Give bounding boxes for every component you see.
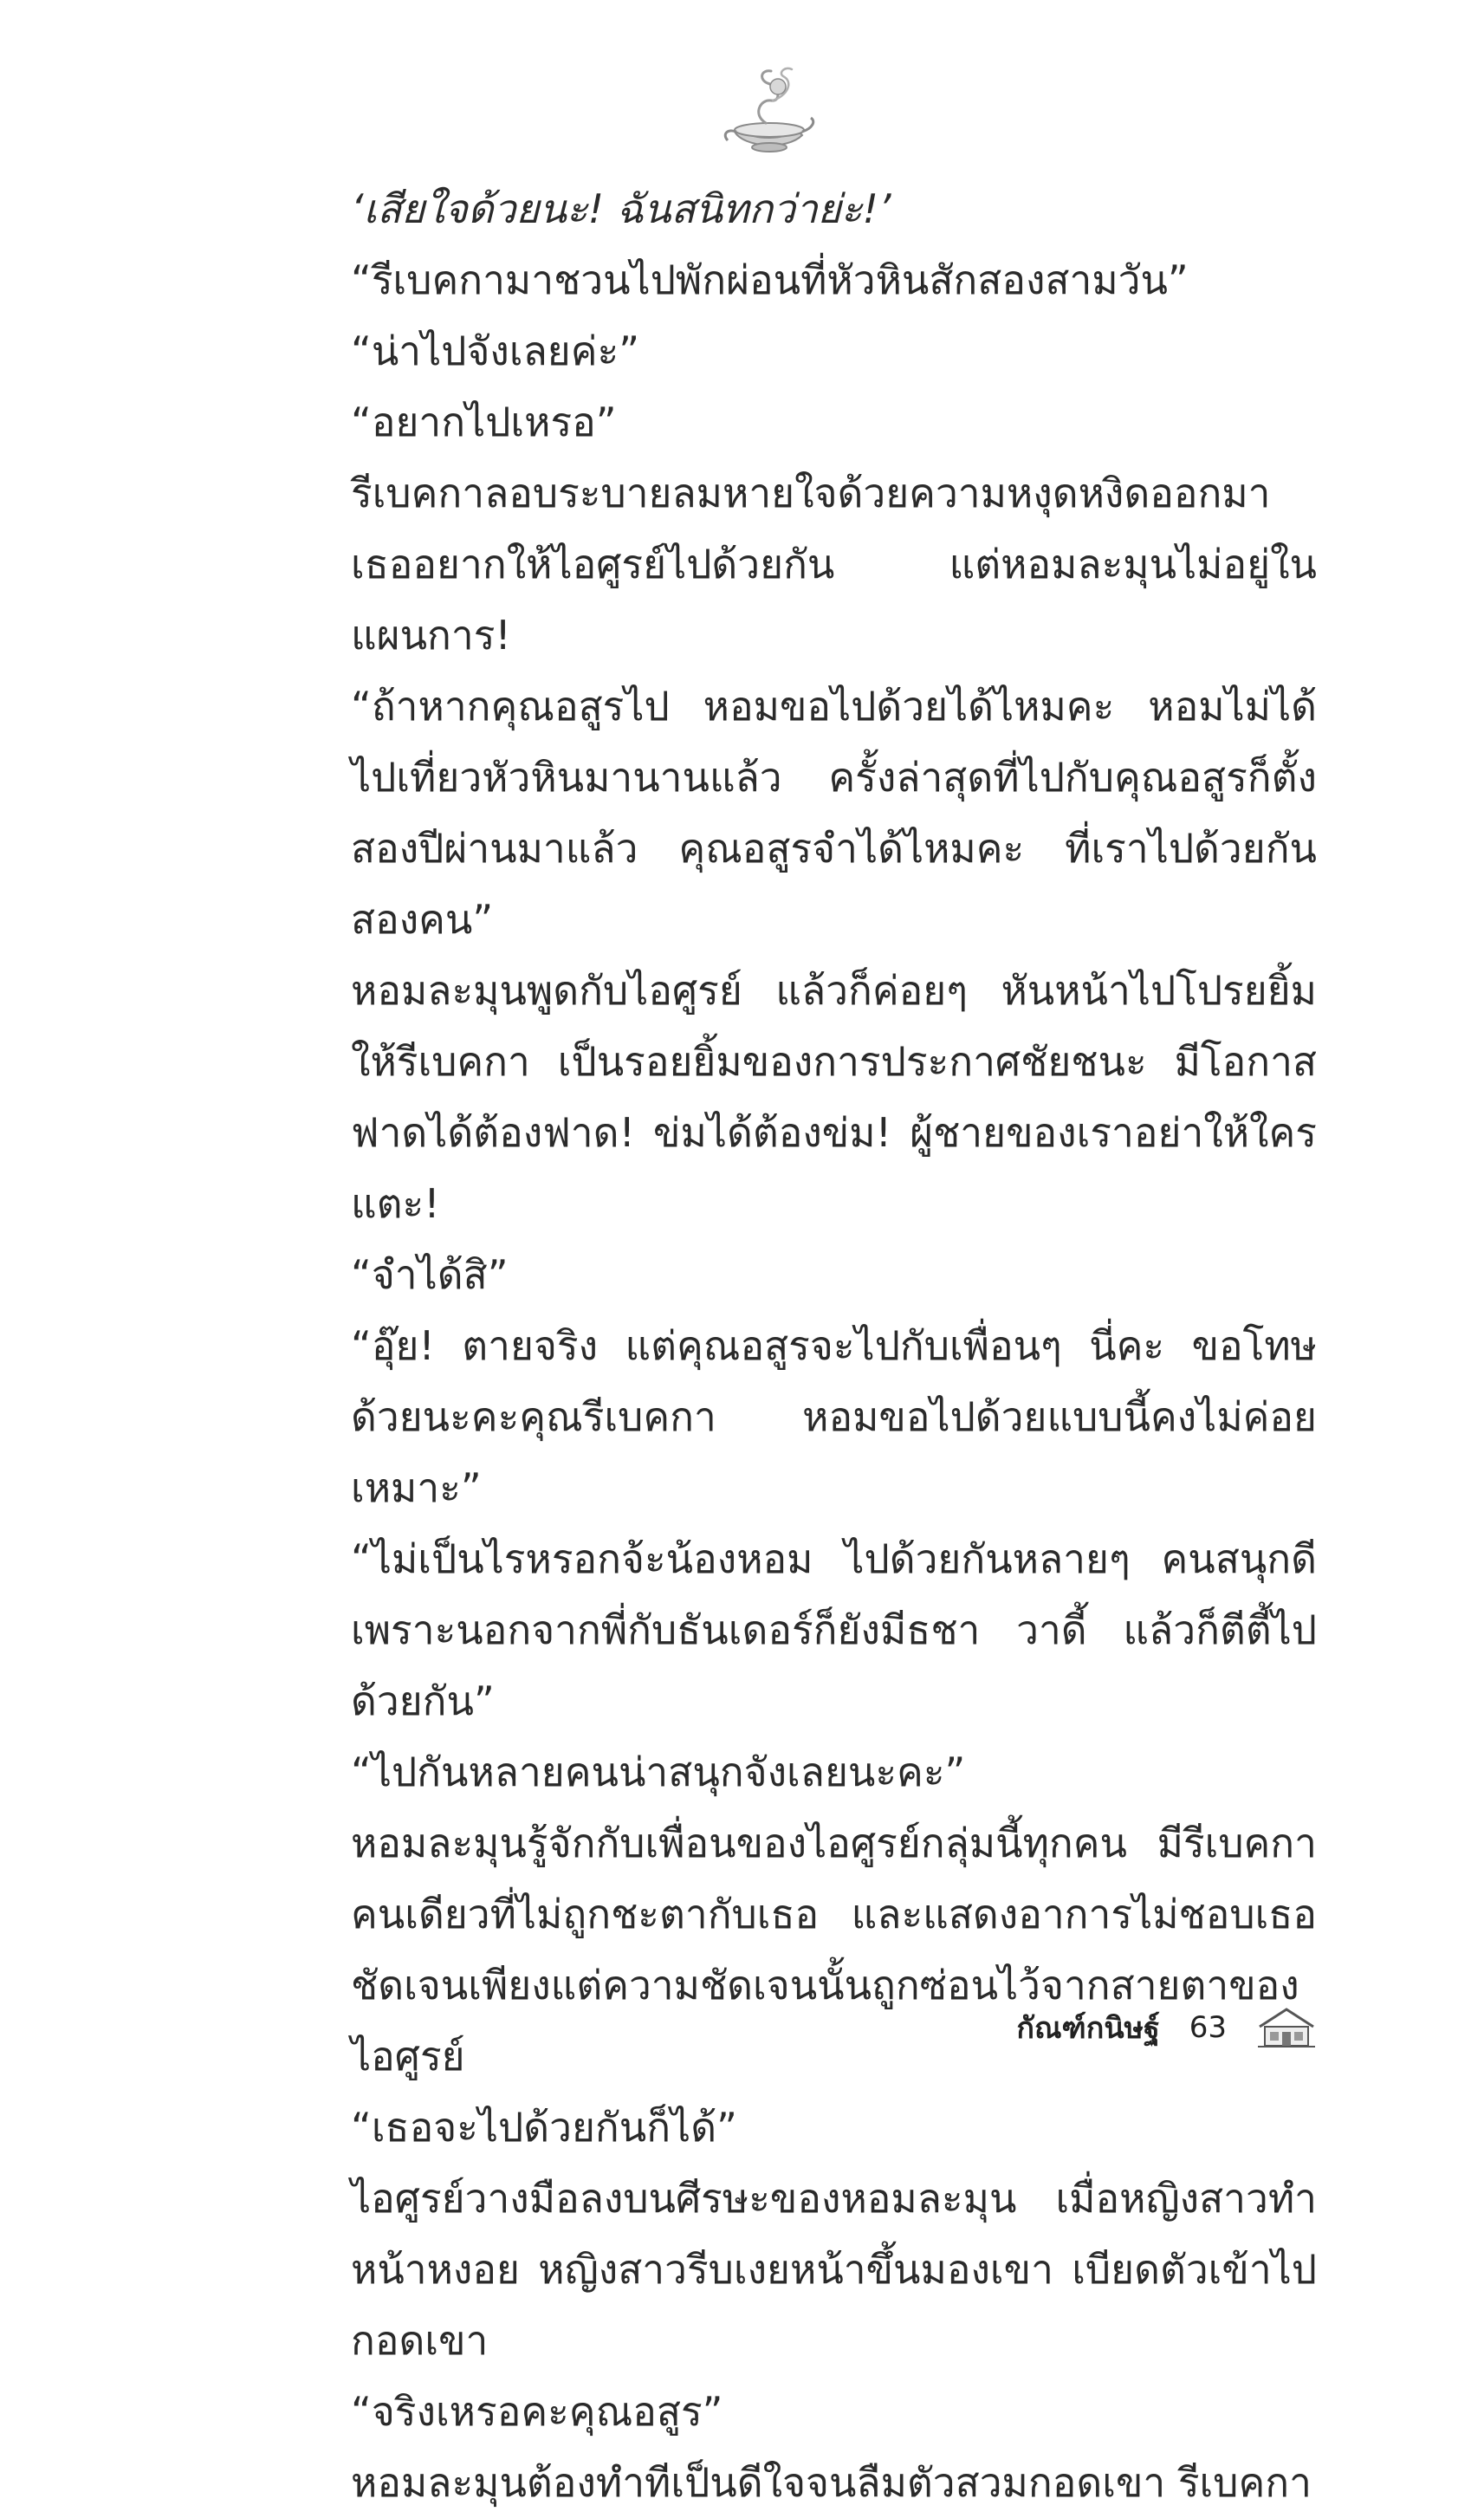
magic-lamp-icon — [717, 61, 821, 156]
paragraph: “ไม่เป็นไรหรอกจ้ะน้องหอม ไปด้วยกันหลายๆ คนสนุกดีเพราะนอกจากพี่กับธันเดอร์ก็ยังมีธชา วาดี้ แล้วก็ตีตี้ไปด้วยกัน” — [351, 1535, 1317, 1724]
page-footer — [988, 2002, 1317, 2054]
paragraph: “เธอจะไปด้วยกันก็ได้” — [351, 2104, 737, 2151]
paragraph: “รีเบคกามาชวนไปพักผ่อนที่หัวหินสักสองสามวัน” — [351, 256, 1189, 303]
paragraph: “จริงเหรอคะคุณอสูร” — [351, 2388, 723, 2435]
paragraph: “จำได้สิ” — [351, 1251, 509, 1298]
paragraph: “ไปกันหลายคนน่าสนุกจังเลยนะคะ” — [351, 1749, 966, 1795]
book-title: กัณฑ์กนิษฐ์ — [1016, 2011, 1160, 2046]
paragraph: ไอศูรย์วางมือลงบนศีรษะของหอมละมุน เมื่อหญิงสาวทำหน้าหงอย หญิงสาวรีบเงยหน้าขึ้นมองเขา เบียดตัวเข้าไปกอดเขา — [351, 2175, 1317, 2364]
paragraph: หอมละมุนพูดกับไอศูรย์ แล้วก็ค่อยๆ หันหน้าไปโปรยยิ้มให้รีเบคกา เป็นรอยยิ้มของการประกาศชัยชนะ มีโอกาส ฟาดได้ต้องฟาด! ข่มได้ต้องข่ม! ผู้ชายของเราอย่าให้ใครแตะ! — [351, 967, 1317, 1227]
paragraph: “น่าไปจังเลยค่ะ” — [351, 328, 640, 374]
paragraph: “ถ้าหากคุณอสูรไป หอมขอไปด้วยได้ไหมคะ หอมไม่ได้ไปเที่ยวหัวหินมานานแล้ว ครั้งล่าสุดที่ไปกับคุณอสูรก็ตั้งสองปีผ่านมาแล้ว คุณอสูรจำได้ไหมคะ ที่เราไปด้วยกันสองคน” — [351, 683, 1317, 943]
paragraph: ‘เสียใจด้วยนะ! ฉันสนิทกว่าย่ะ!’ — [351, 185, 891, 232]
paragraph: หอมละมุนรู้จักกับเพื่อนของไอศูรย์กลุ่มนี้ทุกคน มีรีเบคกาคนเดียวที่ไม่ถูกชะตากับเธอ และแสดงอาการไม่ชอบเธอชัดเจนเพียงแต่ความชัดเจนนั้นถูกซ่อนไว้จากสายตาของไอศูรย์ — [351, 1820, 1317, 2080]
house-icon — [1256, 2006, 1317, 2049]
body-text — [251, 173, 1317, 2518]
paragraph: รีเบคกาลอบระบายลมหายใจด้วยความหงุดหงิดออกมา เธออยากให้ไอศูรย์ไปด้วยกัน แต่หอมละมุนไม่อยู่ในแผนการ! — [351, 470, 1317, 659]
paragraph: “อุ๊ย! ตายจริง แต่คุณอสูรจะไปกับเพื่อนๆ นี่คะ ขอโทษด้วยนะคะคุณรีเบคกา หอมขอไปด้วยแบบนี้คงไม่ค่อยเหมาะ” — [351, 1322, 1317, 1511]
page-number: 63 — [1189, 2010, 1227, 2045]
paragraph: “อยากไปเหรอ” — [351, 399, 617, 445]
paragraph: หอมละมุนต้องทำทีเป็นดีใจจนลืมตัวสวมกอดเขา รีเบคกา — [351, 2459, 1312, 2506]
